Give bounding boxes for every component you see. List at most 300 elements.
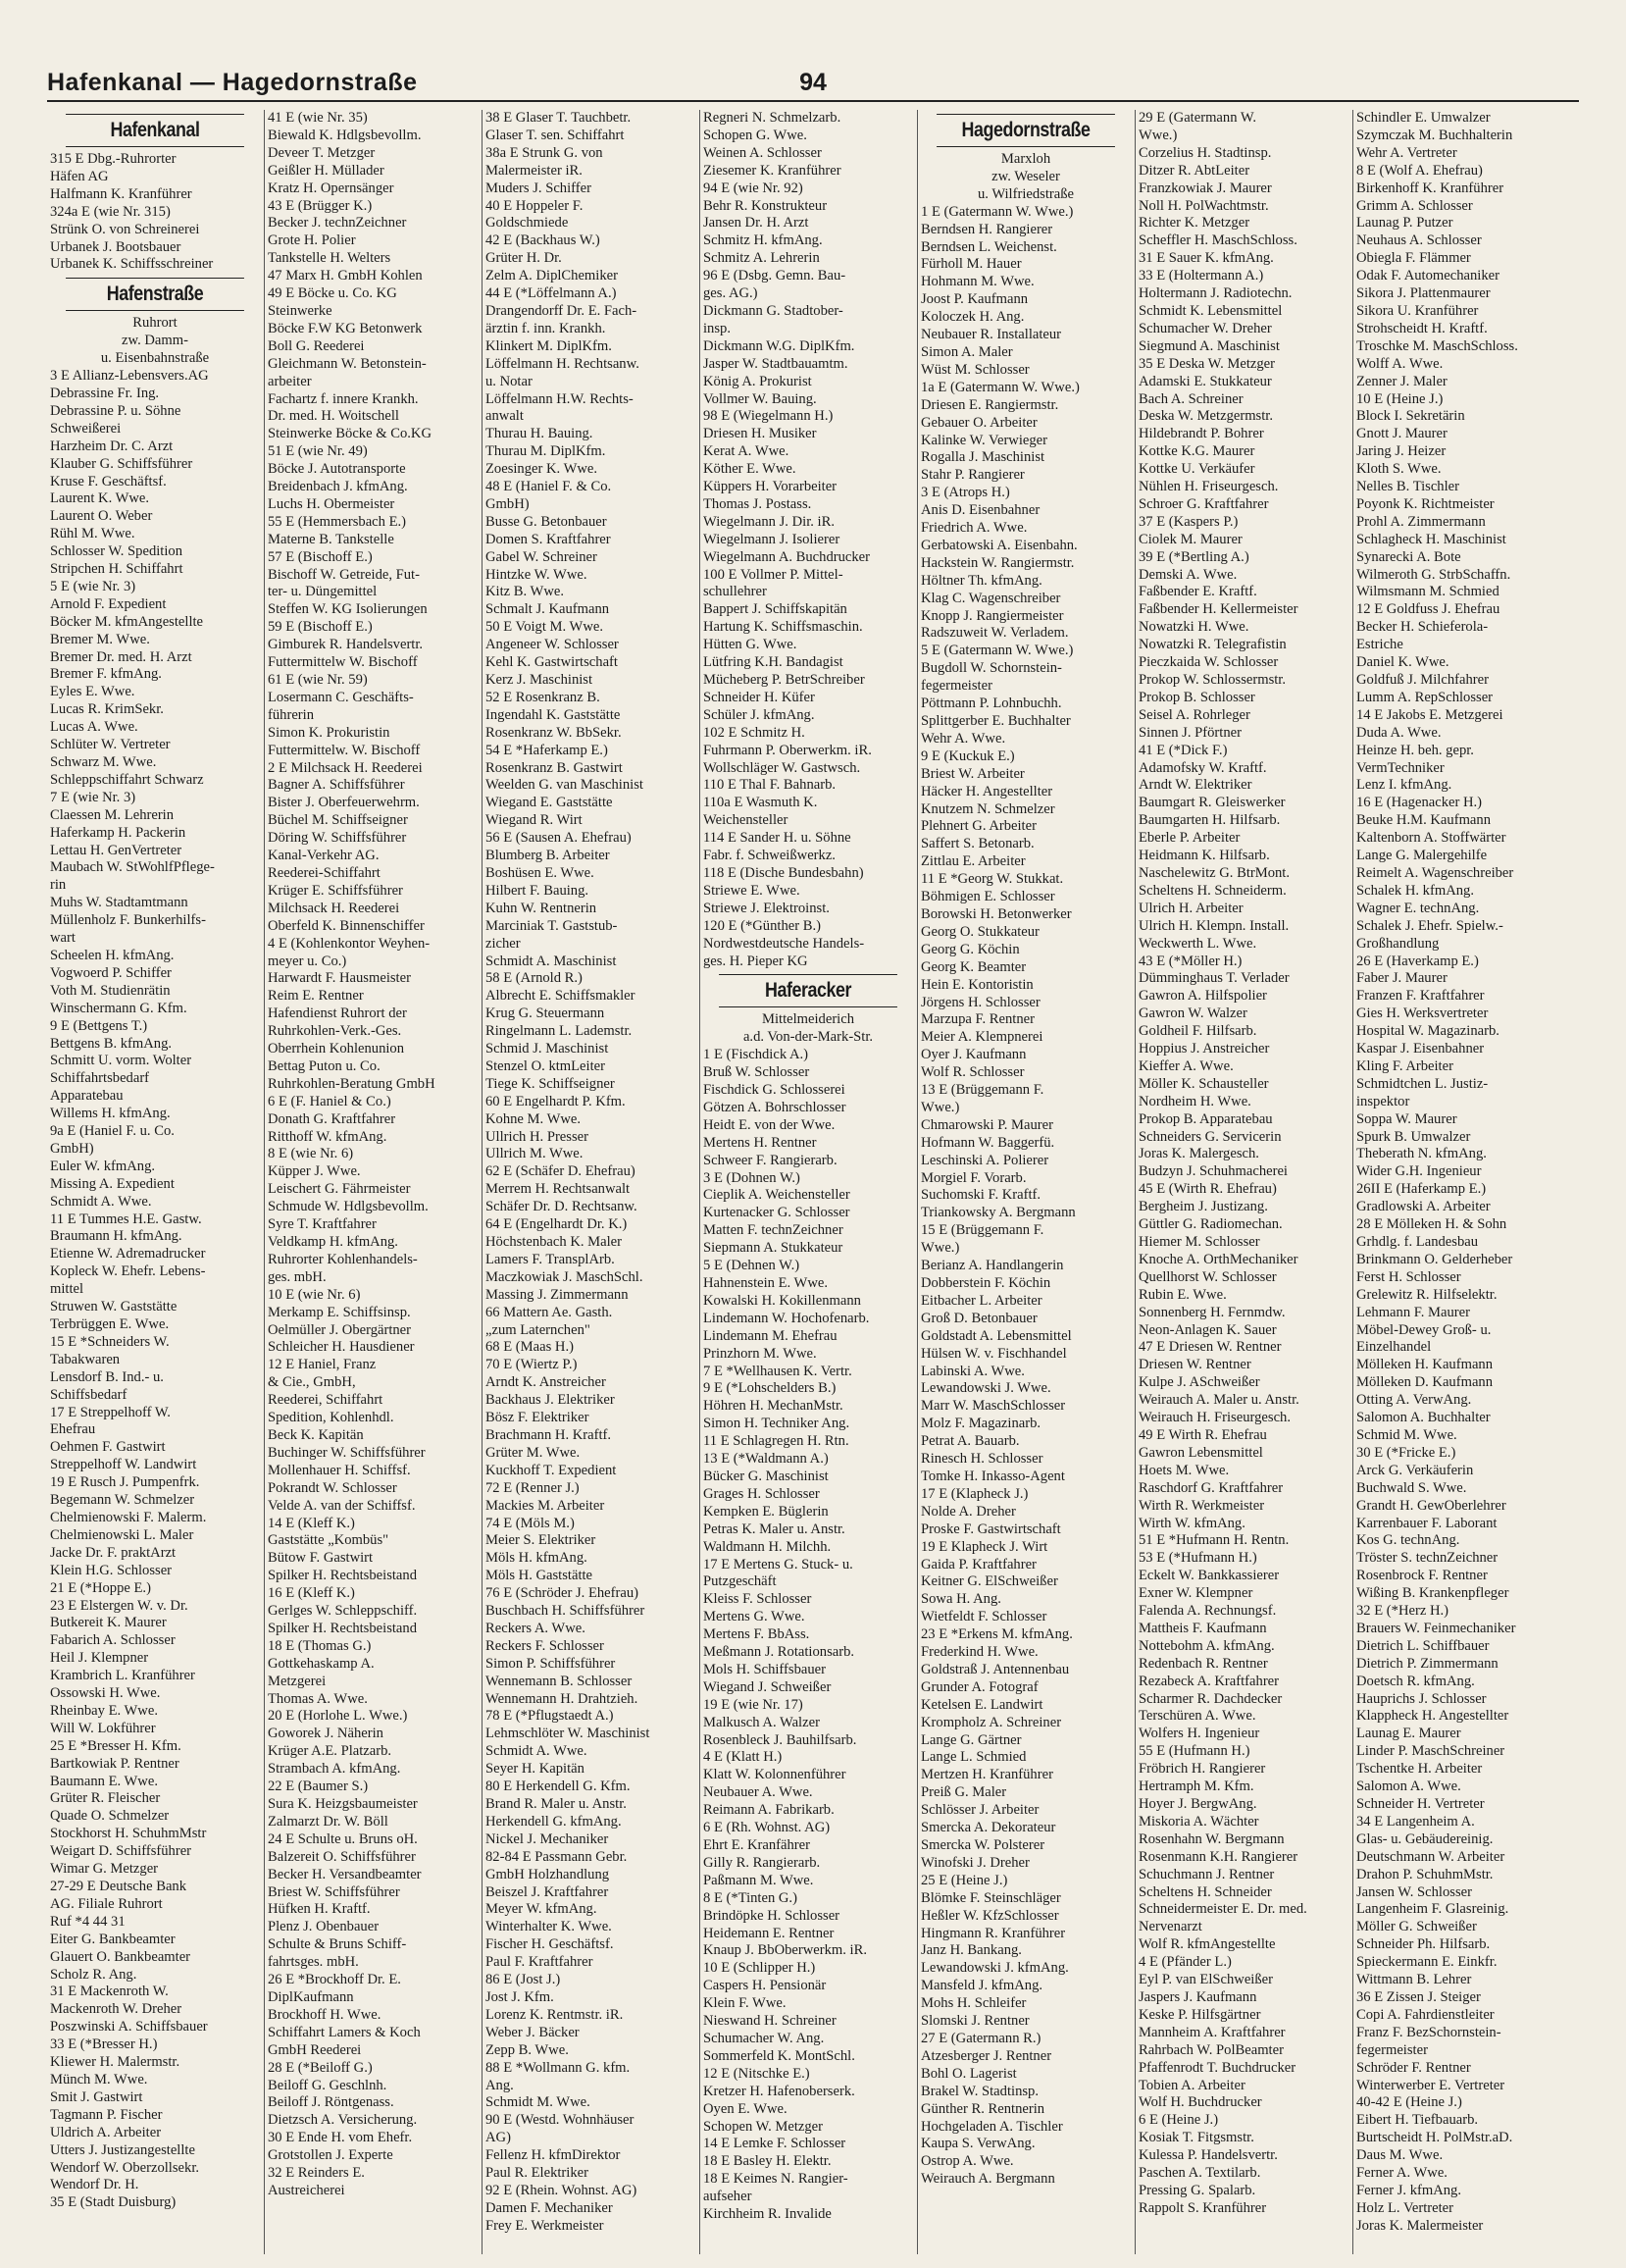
directory-entry: 8 E (*Tinten G.) xyxy=(703,1889,797,1906)
directory-entry: Backhaus J. Elektriker xyxy=(485,1392,615,1409)
directory-entry: meyer u. Co.) xyxy=(268,953,347,969)
directory-entry: Struwen W. Gaststätte xyxy=(50,1299,178,1315)
directory-entry: 14 E Lemke F. Schlosser xyxy=(703,2136,846,2152)
directory-entry: Nelles B. Tischler xyxy=(1356,479,1459,495)
directory-entry: Rosenbleck J. Bauhilfsarb. xyxy=(703,1731,857,1748)
directory-entry: Rezabeck A. Kraftfahrer xyxy=(1139,1673,1280,1689)
directory-entry: 82-84 E Passmann Gebr. xyxy=(485,1848,628,1865)
directory-entry: 5 E (wie Nr. 3) xyxy=(50,578,136,594)
directory-entry: Spurk B. Umwalzer xyxy=(1356,1128,1471,1145)
directory-entry: Schmitz A. Lehrerin xyxy=(703,250,820,267)
directory-entry: Arck G. Verkäuferin xyxy=(1356,1462,1474,1478)
directory-entry: 15 E *Schneiders W. xyxy=(50,1333,170,1350)
directory-entry: Zepp B. Wwe. xyxy=(485,2041,569,2058)
directory-entry: Becker H. Schieferola- xyxy=(1356,619,1489,636)
directory-entry: Berndsen H. Rangierer xyxy=(921,221,1053,237)
directory-entry: Eyl P. van ElSchweißer xyxy=(1139,1972,1273,1988)
directory-entry: Hildebrandt P. Bohrer xyxy=(1139,426,1264,442)
directory-entry: Fabr. f. Schweißwerkz. xyxy=(703,848,836,864)
directory-entry: Ziesemer K. Kranführer xyxy=(703,162,841,179)
directory-entry: Poyonk K. Richtmeister xyxy=(1356,495,1495,512)
directory-entry: Daus M. Wwe. xyxy=(1356,2147,1444,2164)
directory-entry: 66 Mattern Ae. Gasth. xyxy=(485,1304,613,1320)
directory-entry: Hackstein W. Rangiermstr. xyxy=(921,554,1075,571)
directory-entry: Soppa W. Maurer xyxy=(1356,1110,1457,1127)
directory-entry: Balzereit O. Schiffsführer xyxy=(268,1848,416,1865)
directory-entry: 29 E (Gatermann W. xyxy=(1139,110,1256,126)
directory-entry: Smit J. Gastwirt xyxy=(50,2088,143,2105)
directory-entry: Prinzhorn M. Wwe. xyxy=(703,1345,817,1362)
directory-entry: Heßler W. KfzSchlosser xyxy=(921,1907,1059,1924)
directory-entry: 41 E (*Dick F.) xyxy=(1139,742,1228,758)
directory-entry: Lumm A. RepSchlosser xyxy=(1356,689,1494,705)
directory-entry: Dobberstein F. Köchin xyxy=(921,1275,1051,1291)
directory-entry: Wimar G. Metzger xyxy=(50,1861,159,1878)
directory-entry: Petrat A. Bauarb. xyxy=(921,1433,1020,1450)
directory-entry: 38a E Strunk G. von xyxy=(485,144,603,161)
directory-entry: Spieckermann E. Einkfr. xyxy=(1356,1954,1498,1971)
directory-entry: 19 E Klapheck J. Wirt xyxy=(921,1538,1048,1555)
directory-entry: Miskoria A. Wächter xyxy=(1139,1813,1259,1830)
directory-entry: Gimburek R. Handelsvertr. xyxy=(268,637,424,653)
directory-entry: 28 E Mölleken H. & Sohn xyxy=(1356,1216,1507,1233)
directory-entry: Ossowski H. Wwe. xyxy=(50,1685,161,1702)
directory-entry: Wwe.) xyxy=(921,1240,960,1257)
directory-entry: 62 E (Schäfer D. Ehefrau) xyxy=(485,1163,635,1180)
directory-entry: Spilker H. Rechtsbeistand xyxy=(268,1620,417,1636)
directory-entry: Blumberg B. Arbeiter xyxy=(485,848,610,864)
directory-entry: Exner W. Klempner xyxy=(1139,1585,1253,1602)
directory-entry: Weinen A. Schlosser xyxy=(703,144,822,161)
directory-entry: Hein E. Kontoristin xyxy=(921,976,1034,993)
directory-entry: Winterwerber E. Vertreter xyxy=(1356,2077,1505,2093)
directory-entry: Gawron A. Hilfspolier xyxy=(1139,988,1267,1005)
directory-entry: Launag P. Putzer xyxy=(1356,215,1453,232)
directory-entry: anwalt xyxy=(485,408,524,425)
directory-entry: Schneider H. Vertreter xyxy=(1356,1796,1485,1812)
directory-entry: Franz F. BezSchornstein- xyxy=(1356,2024,1501,2040)
directory-entry: Gawron W. Walzer xyxy=(1139,1005,1247,1022)
directory-entry: Gnott J. Maurer xyxy=(1356,426,1448,442)
directory-entry: 30 E Ende H. vom Ehefr. xyxy=(268,2130,413,2146)
directory-entry: 64 E (Engelhardt Dr. K.) xyxy=(485,1216,628,1233)
directory-entry: Zittlau E. Arbeiter xyxy=(921,853,1026,870)
directory-entry: Mollenhauer H. Schiffsf. xyxy=(268,1462,411,1478)
directory-entry: 86 E (Jost J.) xyxy=(485,1972,561,1988)
directory-entry: Schuchmann J. Rentner xyxy=(1139,1866,1275,1882)
directory-entry: Schleppschiffahrt Schwarz xyxy=(50,771,204,788)
directory-entry: Paul F. Kraftfahrer xyxy=(485,1954,593,1971)
directory-entry: 11 E *Georg W. Stukkat. xyxy=(921,871,1064,888)
directory-entry: Tröster S. technZeichner xyxy=(1356,1550,1499,1567)
directory-entry: Drahon P. SchuhmMstr. xyxy=(1356,1866,1494,1882)
directory-entry: Chelmienowski L. Maler xyxy=(50,1526,194,1543)
directory-entry: Harwardt F. Hausmeister xyxy=(268,970,411,987)
directory-entry: Berianz A. Handlangerin xyxy=(921,1258,1064,1274)
directory-entry: 7 E *Wellhausen K. Vertr. xyxy=(703,1363,852,1379)
directory-entry: Goldfuß J. Milchfahrer xyxy=(1356,672,1489,688)
directory-entry: Labinski A. Wwe. xyxy=(921,1363,1025,1379)
directory-entry: Scheelen H. kfmAng. xyxy=(50,947,175,963)
directory-entry: rin xyxy=(50,877,67,894)
directory-entry: Rühl M. Wwe. xyxy=(50,526,135,542)
directory-entry: Weber J. Bäcker xyxy=(485,2024,580,2040)
directory-entry: Mölleken D. Kaufmann xyxy=(1356,1374,1494,1391)
directory-entry: Drangendorff Dr. E. Fach- xyxy=(485,302,637,319)
directory-entry: Goldstraß J. Antennenbau xyxy=(921,1661,1070,1677)
directory-entry: Lindemann M. Ehefrau xyxy=(703,1327,838,1344)
directory-entry: Winschermann G. Kfm. xyxy=(50,1000,187,1016)
directory-entry: Scheffler H. MaschSchloss. xyxy=(1139,232,1297,249)
directory-entry: Splittgerber E. Buchhalter xyxy=(921,713,1071,729)
directory-entry: Ditzer R. AbtLeiter xyxy=(1139,162,1250,179)
directory-entry: 94 E (wie Nr. 92) xyxy=(703,180,803,196)
directory-entry: Schmidt A. Wwe. xyxy=(485,1743,587,1760)
directory-entry: Reimann A. Fabrikarb. xyxy=(703,1802,835,1819)
directory-entry: Böhmigen E. Schlosser xyxy=(921,889,1055,905)
directory-entry: Schiffahrtsbedarf xyxy=(50,1070,150,1087)
directory-entry: Bremer M. Wwe. xyxy=(50,631,150,647)
directory-entry: Ruhrkohlen-Verk.-Ges. xyxy=(268,1023,402,1040)
directory-entry: 11 E Schlagregen H. Rtn. xyxy=(703,1433,849,1450)
directory-entry: Wittmann B. Lehrer xyxy=(1356,1972,1472,1988)
directory-entry: Möls H. Gaststätte xyxy=(485,1568,593,1584)
directory-column xyxy=(700,110,918,2254)
directory-entry: Chelmienowski F. Malerm. xyxy=(50,1509,207,1525)
directory-entry: 13 E (Brüggemann F. xyxy=(921,1082,1044,1099)
directory-entry: Seyer H. Kapitän xyxy=(485,1761,584,1778)
directory-entry: Urbanek K. Schiffsschreiner xyxy=(50,256,214,273)
directory-entry: Münch M. Wwe. xyxy=(50,2071,148,2088)
directory-entry: Schweer F. Rangierarb. xyxy=(703,1152,838,1168)
directory-entry: Güttler G. Radiomechan. xyxy=(1139,1216,1283,1233)
directory-entry: Beiloff G. Geschlnh. xyxy=(268,2077,387,2093)
directory-entry: 5 E (Dehnen W.) xyxy=(703,1258,800,1274)
directory-entry: Molz F. Magazinarb. xyxy=(921,1416,1042,1432)
directory-entry: Marzupa F. Rentner xyxy=(921,1011,1035,1028)
directory-entry: Klein H.G. Schlosser xyxy=(50,1562,173,1578)
directory-entry: Pöttmann P. Lohnbuchh. xyxy=(921,696,1062,712)
directory-entry: Jörgens H. Schlosser xyxy=(921,994,1041,1010)
directory-entry: Lewandowski J. kfmAng. xyxy=(921,1960,1069,1977)
street-location-note: Marxloh xyxy=(1000,151,1051,167)
directory-entry: Laurent O. Weber xyxy=(50,508,153,525)
directory-entry: 3 E Allianz-Lebensvers.AG xyxy=(50,368,209,385)
directory-entry: Wolf H. Buchdrucker xyxy=(1139,2094,1262,2111)
directory-entry: 11 E Tummes H.E. Gastw. xyxy=(50,1211,202,1227)
directory-entry: Uldrich A. Arbeiter xyxy=(50,2124,162,2140)
directory-entry: Buschbach H. Schiffsführer xyxy=(485,1603,645,1620)
directory-entry: Möls H. kfmAng. xyxy=(485,1550,587,1567)
directory-entry: Simon K. Prokuristin xyxy=(268,724,390,741)
directory-entry: Bagner A. Schiffsführer xyxy=(268,777,405,794)
directory-entry: Kuhn W. Rentnerin xyxy=(485,900,597,916)
directory-entry: Paßmann M. Wwe. xyxy=(703,1872,814,1888)
directory-entry: Schalek J. Ehefr. Spielw.- xyxy=(1356,917,1503,934)
directory-column xyxy=(1136,110,1353,2254)
directory-entry: Brand R. Maler u. Anstr. xyxy=(485,1796,627,1812)
directory-entry: Merkamp E. Schiffsinsp. xyxy=(268,1304,411,1320)
directory-entry: Debrassine P. u. Söhne xyxy=(50,402,181,419)
directory-entry: 38 E Glaser T. Tauchbetr. xyxy=(485,110,632,126)
directory-columns xyxy=(47,110,1579,2254)
directory-entry: Schumacher W. Ang. xyxy=(703,2030,825,2046)
directory-entry: 1a E (Gatermann W. Wwe.) xyxy=(921,379,1080,395)
directory-entry: Müllenholz F. Bunkerhilfs- xyxy=(50,912,206,929)
directory-entry: Brindöpke H. Schlosser xyxy=(703,1907,840,1924)
directory-entry: Ullrich M. Wwe. xyxy=(485,1146,584,1162)
directory-entry: Strohscheidt H. Kraftf. xyxy=(1356,320,1488,336)
directory-entry: Nowatzki R. Telegrafistin xyxy=(1139,637,1287,653)
directory-entry: Borowski H. Betonwerker xyxy=(921,905,1072,922)
directory-entry: 68 E (Maas H.) xyxy=(485,1339,574,1356)
directory-entry: Büchel M. Schiffseigner xyxy=(268,812,408,829)
directory-entry: 31 E Mackenroth W. xyxy=(50,1984,169,2000)
directory-entry: Materne B. Tankstelle xyxy=(268,531,394,547)
directory-entry: 42 E (Backhaus W.) xyxy=(485,232,600,249)
directory-entry: Grüter R. Fleischer xyxy=(50,1790,161,1807)
directory-entry: Kempken E. Büglerin xyxy=(703,1503,829,1520)
directory-entry: Tagmann P. Fischer xyxy=(50,2106,163,2123)
directory-entry: Losermann C. Geschäfts- xyxy=(268,689,414,705)
directory-entry: Heinze H. beh. gepr. xyxy=(1356,742,1474,758)
directory-entry: Kerat A. Wwe. xyxy=(703,443,789,460)
directory-entry: Preiß G. Maler xyxy=(921,1784,1007,1801)
directory-entry: Wennemann H. Drahtzieh. xyxy=(485,1690,638,1707)
directory-entry: Wolff A. Wwe. xyxy=(1356,355,1444,372)
directory-entry: 18 E (Thomas G.) xyxy=(268,1637,372,1654)
directory-entry: Nieswand H. Schreiner xyxy=(703,2013,837,2030)
directory-entry: Luchs H. Obermeister xyxy=(268,495,395,512)
directory-entry: 19 E Rusch J. Pumpenfrk. xyxy=(50,1474,200,1491)
directory-entry: Beck K. Kapitän xyxy=(268,1426,364,1443)
directory-entry: 25 E (Heine J.) xyxy=(921,1872,1008,1888)
directory-entry: Kruse F. Geschäftsf. xyxy=(50,473,167,490)
directory-entry: 26 E *Brockhoff Dr. E. xyxy=(268,1972,401,1988)
directory-entry: Mohs H. Schleifer xyxy=(921,1995,1027,2012)
directory-entry: Ullrich H. Presser xyxy=(485,1128,588,1145)
directory-entry: Schlösser J. Arbeiter xyxy=(921,1802,1040,1819)
directory-entry: Schlosser W. Spedition xyxy=(50,543,182,560)
directory-entry: Nordheim H. Wwe. xyxy=(1139,1093,1251,1109)
directory-entry: Klatt W. Kolonnenführer xyxy=(703,1767,846,1783)
directory-entry: Missing A. Expedient xyxy=(50,1175,175,1192)
directory-entry: Eiter G. Bankbeamter xyxy=(50,1931,176,1947)
directory-entry: GmbH) xyxy=(50,1140,94,1157)
directory-entry: Grote H. Polier xyxy=(268,232,356,249)
directory-entry: 12 E Goldfuss J. Ehefrau xyxy=(1356,601,1500,618)
directory-entry: Simon H. Techniker Ang. xyxy=(703,1416,850,1432)
directory-entry: Bappert J. Schiffskapitän xyxy=(703,601,847,618)
directory-entry: 17 E (Klapheck J.) xyxy=(921,1485,1029,1502)
directory-entry: Reckers F. Schlosser xyxy=(485,1637,604,1654)
directory-entry: Metzgerei xyxy=(268,1673,327,1689)
directory-entry: 13 E (*Waldmann A.) xyxy=(703,1451,829,1468)
directory-entry: Höltner Th. kfmAng. xyxy=(921,572,1042,589)
directory-entry: Wolf R. kfmAngestellte xyxy=(1139,1936,1276,1953)
directory-entry: Saffert S. Betonarb. xyxy=(921,836,1035,852)
directory-entry: Wehr A. Vertreter xyxy=(1356,144,1457,161)
directory-entry: 53 E (*Hufmann H.) xyxy=(1139,1550,1257,1567)
directory-entry: Ritthoff W. kfmAng. xyxy=(268,1128,387,1145)
directory-entry: Maubach W. StWohlfPflege- xyxy=(50,859,215,876)
directory-entry: Kohne M. Wwe. xyxy=(485,1110,582,1127)
directory-entry: Joras K. Malergesch. xyxy=(1139,1146,1259,1162)
directory-entry: zicher xyxy=(485,935,521,952)
directory-entry: Bruß W. Schlosser xyxy=(703,1064,810,1081)
directory-entry: Chmarowski P. Maurer xyxy=(921,1116,1053,1133)
directory-entry: Weigart D. Schiffsführer xyxy=(50,1843,192,1860)
directory-entry: 9 E (Bettgens T.) xyxy=(50,1017,148,1034)
running-head-title: Hafenkanal — Hagedornstraße xyxy=(47,69,418,96)
directory-entry: Siepmann A. Stukkateur xyxy=(703,1240,843,1257)
directory-entry: 47 Marx H. GmbH Kohlen xyxy=(268,268,423,284)
directory-entry: Schumacher W. Dreher xyxy=(1139,320,1272,336)
directory-entry: Malermeister iR. xyxy=(485,162,583,179)
directory-entry: Dietrich L. Schiffbauer xyxy=(1356,1637,1490,1654)
directory-entry: Noll H. PolWachtmstr. xyxy=(1139,197,1269,214)
directory-entry: Adamski E. Stukkateur xyxy=(1139,373,1272,389)
directory-entry: Großhandlung xyxy=(1356,935,1440,952)
directory-entry: Radszuweit W. Verladem. xyxy=(921,625,1069,642)
directory-entry: Schopen G. Wwe. xyxy=(703,127,807,143)
directory-entry: Mackies M. Arbeiter xyxy=(485,1497,605,1514)
directory-entry: Lütfring K.H. Bandagist xyxy=(703,654,843,671)
directory-entry: Pieczkaida W. Schlosser xyxy=(1139,654,1279,671)
directory-entry: Behr R. Konstrukteur xyxy=(703,197,828,214)
directory-entry: Bister J. Oberfeuerwehrm. xyxy=(268,795,420,811)
directory-entry: Wietfeldt F. Schlosser xyxy=(921,1609,1047,1625)
directory-entry: fegermeister xyxy=(921,678,992,695)
directory-entry: 92 E (Rhein. Wohnst. AG) xyxy=(485,2182,637,2198)
directory-entry: 6 E (Heine J.) xyxy=(1139,2112,1219,2129)
directory-entry: insp. xyxy=(703,320,731,336)
directory-entry: Schulte & Bruns Schiff- xyxy=(268,1936,407,1953)
directory-entry: Weckwerth L. Wwe. xyxy=(1139,935,1257,952)
directory-entry: Wolfers H. Ingenieur xyxy=(1139,1726,1260,1742)
directory-entry: Ruf *4 44 31 xyxy=(50,1913,126,1930)
directory-entry: 57 E (Bischoff E.) xyxy=(268,548,373,565)
directory-entry: Morgiel F. Vorarb. xyxy=(921,1169,1027,1186)
directory-entry: Koloczek H. Ang. xyxy=(921,309,1025,326)
directory-column xyxy=(47,110,265,2254)
directory-entry: Meyer W. kfmAng. xyxy=(485,1901,597,1918)
directory-entry: 8 E (wie Nr. 6) xyxy=(268,1146,354,1162)
directory-entry: Hahnenstein E. Wwe. xyxy=(703,1275,828,1291)
directory-entry: 32 E Reinders E. xyxy=(268,2165,365,2182)
directory-entry: Anis D. Eisenbahner xyxy=(921,502,1041,519)
directory-entry: Wiegelmann A. Buchdrucker xyxy=(703,548,871,565)
directory-entry: Sinnen J. Pförtner xyxy=(1139,724,1242,741)
directory-entry: Schmidtchen L. Justiz- xyxy=(1356,1075,1489,1092)
street-heading: Haferacker xyxy=(719,974,897,1007)
directory-entry: Kaltenborn A. Stoffwärter xyxy=(1356,830,1506,847)
directory-entry: Vollmer W. Bauing. xyxy=(703,390,817,407)
directory-entry: 52 E Rosenkranz B. xyxy=(485,689,600,705)
directory-entry: Jost J. Kfm. xyxy=(485,1988,554,2005)
directory-entry: Wilmsmann M. Schmied xyxy=(1356,584,1499,600)
directory-entry: Atzesberger J. Rentner xyxy=(921,2047,1052,2064)
directory-entry: Veldkamp H. kfmAng. xyxy=(268,1234,398,1250)
directory-entry: 41 E (wie Nr. 35) xyxy=(268,110,368,126)
directory-entry: Lorenz K. Rentmstr. iR. xyxy=(485,2006,624,2023)
directory-entry: Lange G. Gärtner xyxy=(921,1731,1022,1748)
directory-entry: Suchomski F. Kraftf. xyxy=(921,1187,1042,1204)
directory-entry: Schiffahrt Lamers & Koch xyxy=(268,2024,421,2040)
directory-entry: 44 E (*Löffelmann A.) xyxy=(485,285,617,302)
directory-entry: Hütten G. Wwe. xyxy=(703,637,797,653)
directory-entry: Meßmann J. Rotationsarb. xyxy=(703,1644,855,1661)
directory-entry: Rubin E. Wwe. xyxy=(1139,1286,1227,1303)
directory-entry: Stahr P. Rangierer xyxy=(921,467,1025,484)
directory-entry: Bütow F. Gastwirt xyxy=(268,1550,374,1567)
directory-entry: 102 E Schmitz H. xyxy=(703,724,805,741)
directory-entry: Wehr A. Wwe. xyxy=(921,730,1006,747)
street-location-note: u. Wilfriedstraße xyxy=(977,185,1075,202)
directory-entry: Grunder A. Fotograf xyxy=(921,1678,1039,1695)
directory-entry: Apparatebau xyxy=(50,1088,124,1105)
directory-entry: Schalek H. kfmAng. xyxy=(1356,882,1474,899)
directory-entry: Claessen M. Lehrerin xyxy=(50,806,175,823)
directory-entry: Burtscheidt H. PolMstr.aD. xyxy=(1356,2130,1513,2146)
directory-entry: Bremer Dr. med. H. Arzt xyxy=(50,648,192,665)
directory-entry: Fischdick G. Schlosserei xyxy=(703,1082,845,1099)
directory-entry: Marr W. MaschSchlosser xyxy=(921,1398,1066,1415)
directory-entry: Kerz J. Maschinist xyxy=(485,672,593,688)
directory-entry: Ehrt E. Kranfährer xyxy=(703,1837,810,1853)
directory-entry: Angeneer W. Schlosser xyxy=(485,637,619,653)
directory-entry: Marciniak T. Gaststub- xyxy=(485,917,618,934)
directory-entry: Scharmer R. Dachdecker xyxy=(1139,1690,1283,1707)
directory-entry: 33 E (*Bresser H.) xyxy=(50,2036,158,2053)
directory-entry: Strünk O. von Schreinerei xyxy=(50,221,200,237)
directory-entry: 88 E *Wollmann G. kfm. xyxy=(485,2059,631,2076)
directory-entry: 90 E (Westd. Wohnhäuser xyxy=(485,2112,635,2129)
directory-entry: Wendorf Dr. H. xyxy=(50,2177,139,2193)
directory-entry: Grimm A. Schlosser xyxy=(1356,197,1473,214)
directory-entry: fegermeister xyxy=(1356,2041,1428,2058)
directory-entry: Gottkehaskamp A. xyxy=(268,1655,375,1672)
directory-entry: 4 E (Pfänder L.) xyxy=(1139,1954,1232,1971)
directory-entry: Hohmann M. Wwe. xyxy=(921,274,1035,290)
directory-entry: Keske P. Hilfsgärtner xyxy=(1139,2006,1261,2023)
directory-entry: Goworek J. Näherin xyxy=(268,1726,383,1742)
directory-entry: Fuhrmann P. Oberwerkm. iR. xyxy=(703,742,872,758)
directory-entry: Neuhaus A. Schlosser xyxy=(1356,232,1482,249)
directory-entry: Tschentke H. Arbeiter xyxy=(1356,1761,1483,1778)
directory-entry: Kaspar J. Eisenbahner xyxy=(1356,1041,1485,1057)
directory-entry: Grages H. Schlosser xyxy=(703,1485,820,1502)
directory-entry: Goldschmiede xyxy=(485,215,569,232)
directory-entry: Winofski J. Dreher xyxy=(921,1854,1030,1871)
directory-entry: Estriche xyxy=(1356,637,1403,653)
directory-entry: Ostrop A. Wwe. xyxy=(921,2153,1014,2170)
directory-entry: Mattheis F. Kaufmann xyxy=(1139,1620,1267,1636)
directory-entry: Geißler H. Müllader xyxy=(268,162,384,179)
directory-entry: Kos G. technAng. xyxy=(1356,1532,1460,1549)
directory-entry: Höhren H. MechanMstr. xyxy=(703,1398,843,1415)
directory-entry: Dickmann W.G. DiplKfm. xyxy=(703,337,855,354)
directory-entry: Schweißerei xyxy=(50,420,122,437)
directory-entry: Heidemann E. Rentner xyxy=(703,1925,835,1941)
directory-entry: Doetsch R. kfmAng. xyxy=(1356,1673,1475,1689)
directory-entry: Duda A. Wwe. xyxy=(1356,724,1442,741)
directory-entry: Mücheberg P. BetrSchreiber xyxy=(703,672,865,688)
directory-entry: Grandt H. GewOberlehrer xyxy=(1356,1497,1506,1514)
directory-entry: Kaupa S. VerwAng. xyxy=(921,2136,1036,2152)
street-location-note: u. Eisenbahnstraße xyxy=(100,350,210,367)
directory-entry: 28 E (*Beiloff G.) xyxy=(268,2059,373,2076)
